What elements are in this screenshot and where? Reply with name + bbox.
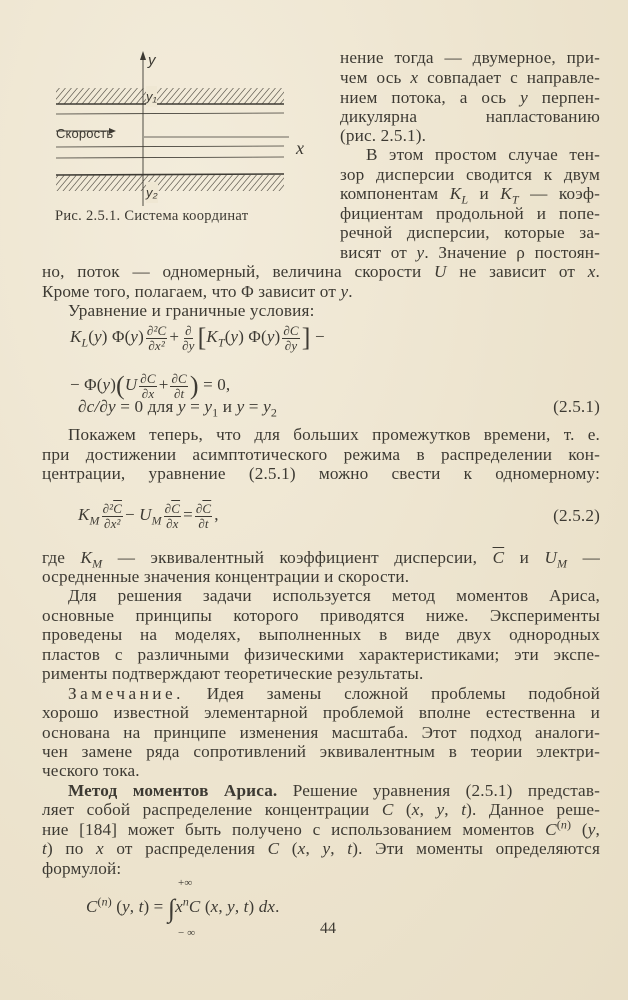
integral-upper-limit: +∞ bbox=[178, 877, 193, 889]
note-label: Замечание. bbox=[68, 684, 184, 703]
page-number: 44 bbox=[320, 920, 336, 937]
equation-number: (2.5.2) bbox=[553, 506, 600, 525]
equation-number: (2.5.1) bbox=[553, 397, 600, 416]
body-text-line: основные принципы которого приводятся ниже. Эксперименты bbox=[42, 606, 600, 625]
equation-2-5-1-line2: − Φ(y)(U $\frac{\partial C}{\partial x}$ + $\frac{\partial C}{\partial t}$ ) = 0, bbox=[70, 370, 231, 401]
side-text-line: висят от y. Значение ρ постоян- bbox=[340, 243, 601, 262]
body-text-line: осредненные значения концентрации и скорости. bbox=[42, 567, 410, 586]
note-line: Замечание. Идея замены сложной проблемы подобной bbox=[68, 684, 600, 703]
note-line: чен замене ряда сопротивлений эквивалентным в теории электри- bbox=[42, 742, 600, 761]
side-text-line: речной дисперсии, которые за- bbox=[340, 223, 600, 242]
side-text-line: нение тогда — двумерное, при- bbox=[340, 48, 600, 67]
body-text-line: где $K_M$ — эквивалентный коэффициент дисперсии, $\overline{C}$ и $U_M$ — bbox=[42, 548, 600, 571]
aris-line: Метод моментов Ариса. Решение уравнения (2.5.1) представ- bbox=[68, 781, 600, 800]
axis-x-label: x bbox=[296, 138, 305, 158]
equation-2-5-1-line3: ∂c/∂y = 0 для $y = y_1$ и $y = y_2$ bbox=[78, 397, 278, 420]
section-heading: Метод моментов Ариса. bbox=[68, 781, 278, 800]
side-text-line: компонентам $K_L$ и $K_T$ — коэф- bbox=[340, 184, 600, 207]
body-text-line: рименты подтверждают теоретические результаты. bbox=[42, 664, 424, 683]
side-text-line: нием потока, а ось y перпен- bbox=[340, 88, 600, 107]
figure-caption: Рис. 2.5.1. Система координат bbox=[55, 208, 249, 224]
integral-lower-limit: − ∞ bbox=[178, 927, 196, 939]
axis-y-label: y bbox=[148, 52, 156, 69]
aris-line: t) по x от распределения C (x, y, t). Эти моменты определяются bbox=[42, 839, 600, 858]
body-text-line: Для решения задачи используется метод моментов Ариса, bbox=[68, 586, 600, 605]
side-text-line: В этом простом случае тен- bbox=[366, 145, 600, 164]
side-text-line: фициентам продольной и попе- bbox=[340, 204, 600, 223]
aris-line: формулой: bbox=[42, 859, 122, 878]
body-text-line: Уравнение и граничные условия: bbox=[68, 301, 315, 320]
velocity-label: Скорость bbox=[56, 126, 114, 141]
moment-equation: $C^{(n)}$ (y, $t) = \int x^nC$ (x, y, t) dx. bbox=[86, 894, 280, 923]
boundary-top-label: y₁ bbox=[146, 86, 157, 107]
equation-2-5-1-line1: $K_L(y)$ Φ(y) $\frac{\text{∂²C}}{\text{∂x²}}$ + $\frac{\partial}{\partial y}$ [$K_T(y)$ Φ(y) $\frac{\partial C}{\partial y}$ ] − bbox=[70, 322, 325, 353]
body-text-line: но, поток — одномерный, величина скорости U не зависит от x. bbox=[42, 262, 600, 281]
side-text-line: (рис. 2.5.1). bbox=[340, 126, 427, 145]
note-line: ческого тока. bbox=[42, 761, 140, 780]
aris-line: ляет собой распределение концентрации C (x, y, t). Данное реше- bbox=[42, 800, 601, 819]
side-text-line: чем ось x совпадает с направле- bbox=[340, 68, 601, 87]
body-text-line: пластов с различными физическими характеристиками; эти экспе- bbox=[42, 645, 600, 664]
note-line: основана на принципе изменения масштаба. Этот подход аналоги- bbox=[42, 723, 600, 742]
body-text-line: Покажем теперь, что для больших промежутков времени, т. е. bbox=[68, 425, 600, 444]
note-line: хорошо известной элементарной проблемой вполне естественна и bbox=[42, 703, 600, 722]
body-text-line: Кроме того, полагаем, что Φ зависит от y. bbox=[42, 282, 353, 301]
side-text-line: зор дисперсии сводится к двум bbox=[340, 165, 600, 184]
body-text-line: проведены на моделях, выполненных в виде двух однородных bbox=[42, 625, 600, 644]
body-text-line: при достижении асимптотического режима в распределении кон- bbox=[42, 445, 600, 464]
body-text-line: центрации, уравнение (2.5.1) можно свести к одномерному: bbox=[42, 464, 600, 483]
boundary-bottom-label: y₂ bbox=[146, 182, 158, 203]
equation-2-5-2: $K_M$ $\frac{\partial^2\overline{C}}{\text{∂x²}}$ − $U_M$ $\frac{\partial\overline{C}}{\partial x}$ = $\frac{\partial\overline{C}}{\partial t}$ , bbox=[78, 500, 219, 531]
side-text-line: дикулярна напластованию bbox=[340, 107, 600, 126]
aris-line: ние [184] может быть получено с использованием моментов $C^{(n)}$ (y, bbox=[42, 817, 600, 839]
